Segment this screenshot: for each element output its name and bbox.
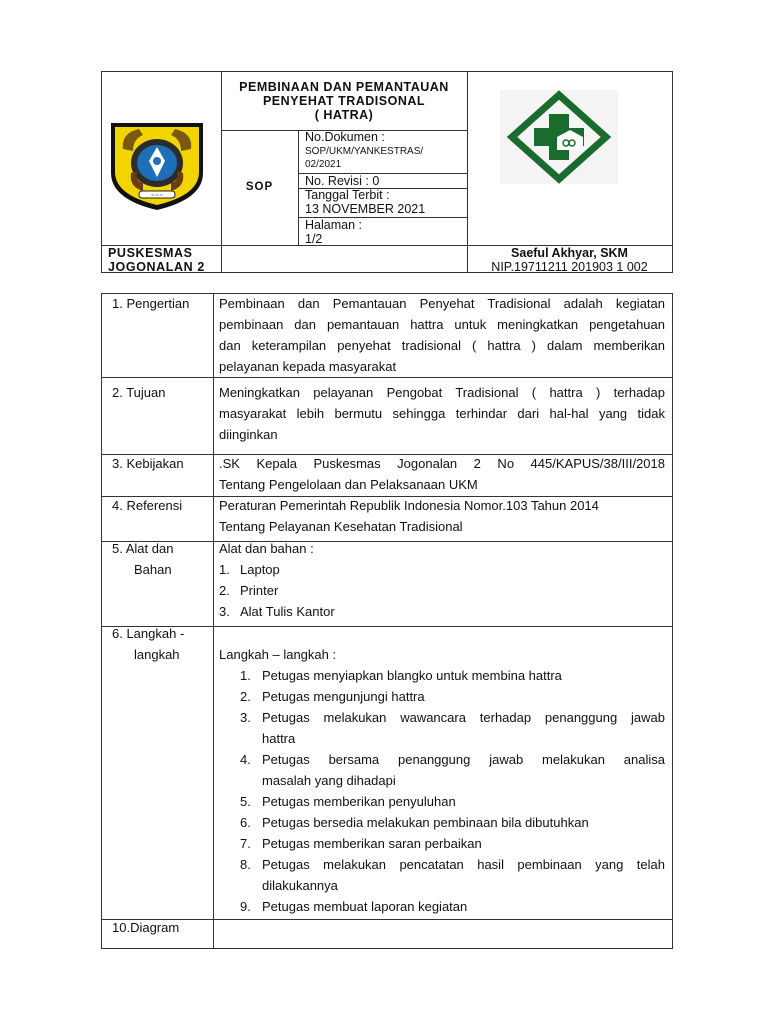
pengertian-text: dan keterampilan penyehat tradisional ( hattra ) dalam memberikan (219, 338, 665, 353)
list-item-continued: masalah yang dihadapi (262, 773, 396, 788)
section-label-referensi: 4. Referensi (112, 498, 183, 513)
list-item: Petugas memberikan saran perbaikan (262, 836, 482, 851)
sop-label: SOP (245, 181, 274, 193)
divider (102, 919, 672, 920)
list-item: Petugas membuat laporan kegiatan (262, 899, 468, 914)
divider (102, 377, 672, 378)
referensi-text: Peraturan Pemerintah Republik Indonesia Nomor.103 Tahun 2014 (219, 498, 599, 513)
list-number: 9. (240, 899, 251, 914)
list-number: 8. (240, 857, 251, 872)
list-item: Petugas melakukan pencatatan hasil pembinaan yang telah (262, 857, 665, 872)
list-item-continued: hattra (262, 731, 296, 746)
puskesmas-logo (500, 90, 618, 184)
list-item: Alat Tulis Kantor (240, 604, 335, 619)
list-number: 6. (240, 815, 251, 830)
list-number: 2. (219, 583, 230, 598)
signer-name: Saeful Akhyar, SKM (511, 246, 628, 260)
pengertian-text: Pembinaan dan Pemantauan Penyehat Tradisional adalah kegiatan (219, 296, 665, 311)
section-label-kebijakan: 3. Kebijakan (112, 456, 184, 471)
section-label-alat: 5. Alat dan (112, 541, 174, 556)
tujuan-text: diinginkan (219, 427, 278, 442)
halaman-value: 1/2 (305, 232, 323, 246)
list-item: Petugas memberikan penyuluhan (262, 794, 456, 809)
sop-content-table (101, 293, 673, 949)
list-item: Petugas mengunjungi hattra (262, 689, 425, 704)
signer-nip: NIP.19711211 201903 1 002 (491, 260, 648, 274)
header-table (101, 71, 673, 273)
no-revisi: No. Revisi : 0 (305, 174, 380, 188)
pengertian-text: pembinaan dan pemantauan hattra untuk meningkatkan pengetahuan (219, 317, 665, 332)
no-dokumen-value: 02/2021 (305, 159, 342, 170)
puskesmas-name: PUSKESMAS (108, 246, 193, 260)
list-item: Printer (240, 583, 279, 598)
section-label-pengertian: 1. Pengertian (112, 296, 190, 311)
document-title-line: PENYEHAT TRADISONAL (262, 94, 426, 108)
list-item: Laptop (240, 562, 280, 577)
alat-intro: Alat dan bahan : (219, 541, 314, 556)
list-item: Petugas bersama penanggung jawab melakukan analisa (262, 752, 665, 767)
kebijakan-text: Tentang Pengelolaan dan Pelaksanaan UKM (219, 477, 478, 492)
divider (102, 541, 672, 542)
puskesmas-name: JOGONALAN 2 (108, 260, 205, 274)
list-number: 1. (240, 668, 251, 683)
referensi-text: Tentang Pelayanan Kesehatan Tradisional (219, 519, 463, 534)
kebijakan-text: .SK Kepala Puskesmas Jogonalan 2 No 445/KAPUS/38/III/2018 (219, 456, 665, 471)
tanggal-terbit-value: 13 NOVEMBER 2021 (305, 202, 426, 216)
list-number: 7. (240, 836, 251, 851)
tujuan-text: masyarakat lebih bermutu sehingga terhindar dari hal-hal yang tidak (219, 406, 665, 421)
list-number: 4. (240, 752, 251, 767)
list-number: 3. (240, 710, 251, 725)
document-title-line: ( HATRA) (314, 108, 374, 122)
svg-text:~~~: ~~~ (150, 193, 164, 199)
list-item: Petugas menyiapkan blangko untuk membina hattra (262, 668, 562, 683)
tujuan-text: Meningkatkan pelayanan Pengobat Tradisional ( hattra ) terhadap (219, 385, 665, 400)
tanggal-terbit-label: Tanggal Terbit : (305, 188, 390, 202)
section-label-tujuan: 2. Tujuan (112, 385, 166, 400)
regional-emblem-logo (109, 121, 205, 211)
no-dokumen-value: SOP/UKM/YANKESTRAS/ (305, 146, 424, 157)
list-item: Petugas melakukan wawancara terhadap penanggung jawab (262, 710, 665, 725)
document-title-line: PEMBINAAN DAN PEMANTAUAN (239, 80, 449, 94)
divider (467, 72, 468, 272)
section-label-alat: Bahan (134, 562, 172, 577)
list-number: 5. (240, 794, 251, 809)
langkah-intro: Langkah – langkah : (219, 647, 337, 662)
no-dokumen-label: No.Dokumen : (305, 130, 385, 144)
section-label-langkah: langkah (134, 647, 180, 662)
list-item-continued: dilakukannya (262, 878, 338, 893)
pengertian-text: pelayanan kepada masyarakat (219, 359, 397, 374)
halaman-label: Halaman : (305, 218, 362, 232)
list-item: Petugas bersedia melakukan pembinaan bila dibutuhkan (262, 815, 589, 830)
divider (213, 294, 214, 948)
divider (102, 626, 672, 627)
section-label-langkah: 6. Langkah - (112, 626, 185, 641)
list-number: 3. (219, 604, 230, 619)
list-number: 1. (219, 562, 230, 577)
section-label-diagram: 10.Diagram (112, 920, 180, 935)
list-number: 2. (240, 689, 251, 704)
